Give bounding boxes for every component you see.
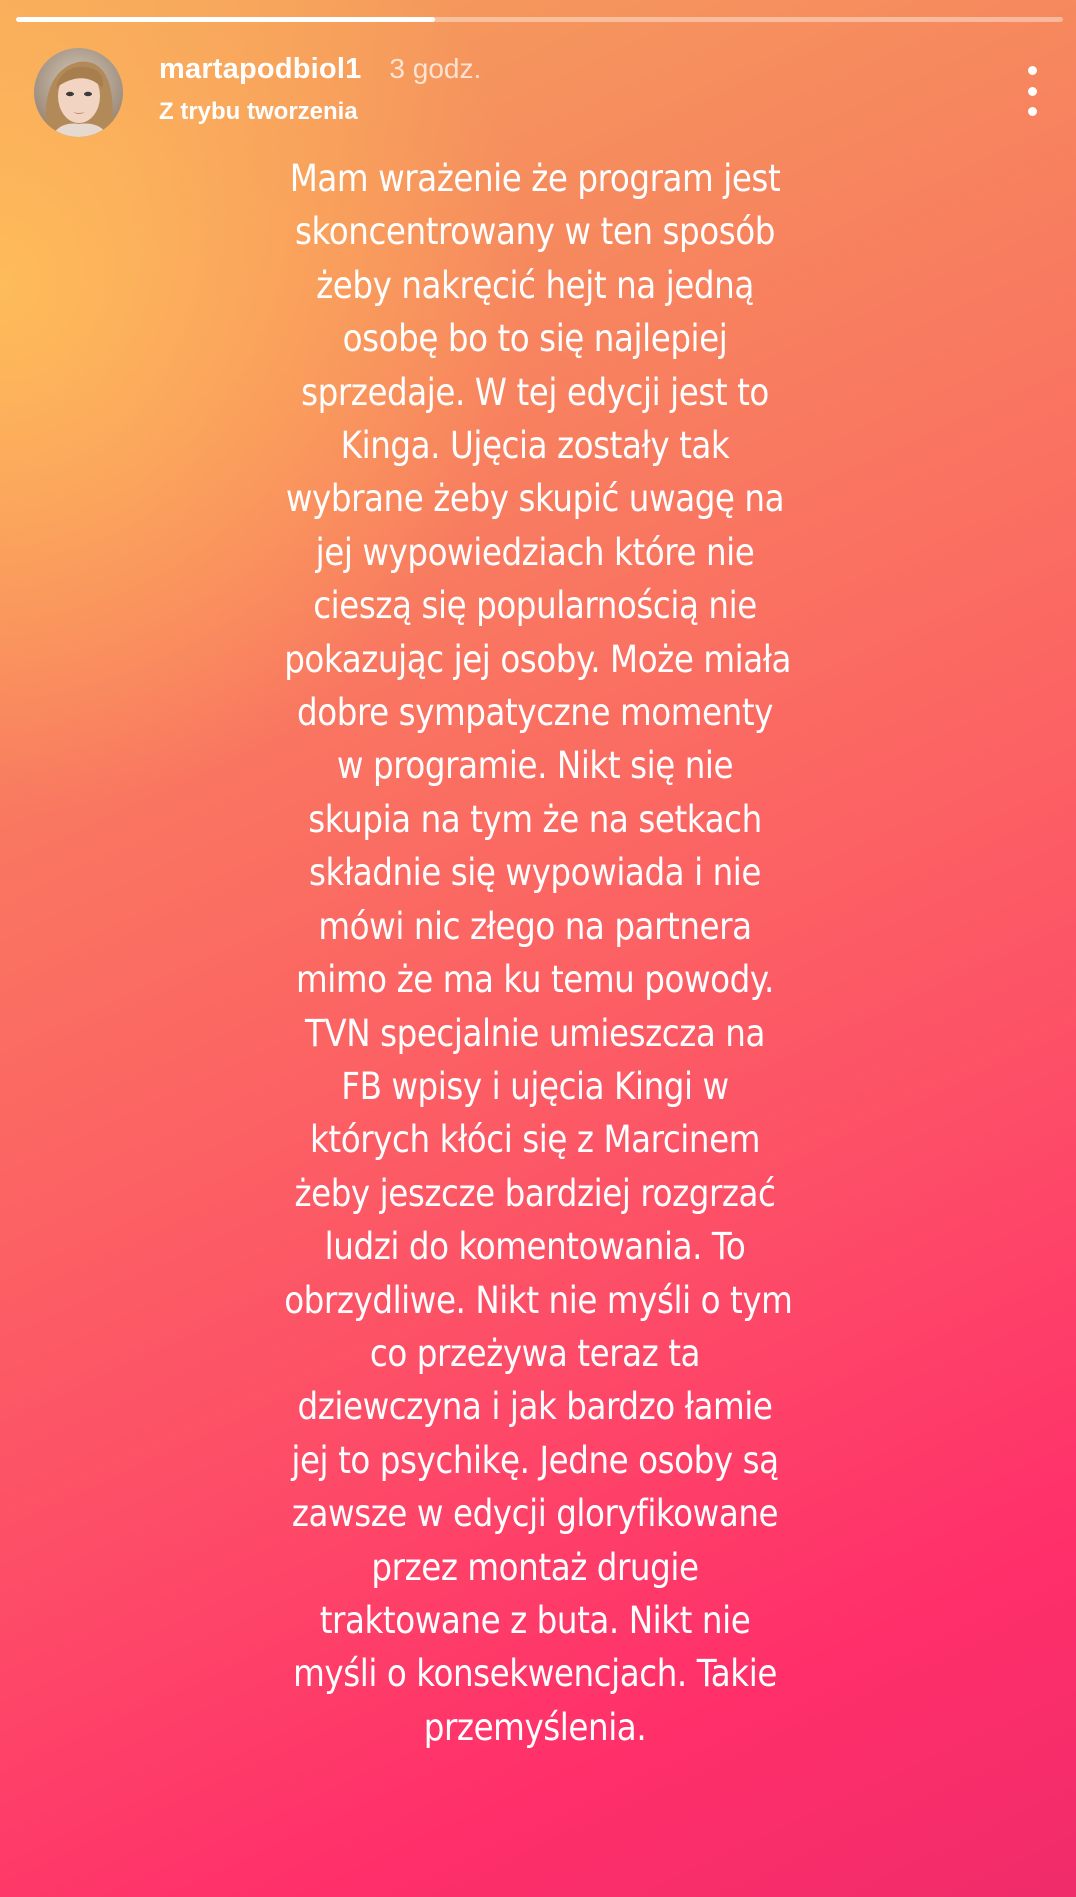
more-dot: [1028, 66, 1037, 75]
story-progress-bar: [16, 17, 1063, 22]
story-text-line: których kłóci się z Marcinem: [310, 1118, 760, 1162]
more-dot: [1028, 107, 1037, 116]
story-text-line: traktowane z buta. Nikt nie: [319, 1598, 751, 1642]
creation-mode-label[interactable]: Z trybu tworzenia: [159, 98, 358, 125]
story-text-line: mówi nic złego na partnera: [318, 904, 752, 948]
username[interactable]: martapodbiol1: [159, 53, 362, 85]
story-text-line: TVN specjalnie umieszcza na: [304, 1011, 766, 1055]
more-vertical-icon[interactable]: [1022, 66, 1042, 116]
user-line: [159, 53, 481, 86]
story-text-line: skoncentrowany w ten sposób: [295, 210, 775, 254]
more-dot: [1028, 87, 1037, 96]
story-text-line: dziewczyna i jak bardzo łamie: [297, 1385, 773, 1429]
story-text-line: myśli o konsekwencjach. Takie: [293, 1652, 777, 1696]
story-text-line: Kinga. Ujęcia zostały tak: [340, 424, 730, 468]
story-text-line: ludzi do komentowania. To: [324, 1225, 746, 1269]
story-header: [34, 48, 1046, 138]
story-text-line: przemyślenia.: [423, 1705, 647, 1749]
story-text-line: żeby jeszcze bardziej rozgrzać: [294, 1171, 776, 1215]
story-text-line: skupia na tym że na setkach: [308, 797, 762, 841]
story-text-line: dobre sympatyczne momenty: [297, 691, 773, 735]
story-text-line: jej wypowiedziach które nie: [315, 530, 755, 574]
story-text-line: w programie. Nikt się nie: [336, 744, 734, 788]
story-text-line: przez montaż drugie: [371, 1545, 699, 1589]
story-text-line: składnie się wypowiada i nie: [308, 851, 762, 895]
story-text-line: obrzydliwe. Nikt nie myśli o tym: [284, 1278, 793, 1322]
avatar[interactable]: [34, 48, 123, 137]
story-text-line: Mam wrażenie że program jest: [289, 157, 781, 200]
story-text-line: FB wpisy i ujęcia Kingi w: [341, 1064, 729, 1108]
avatar-photo: [34, 48, 123, 137]
story-progress-fill: [16, 17, 435, 22]
post-time: 3 godz.: [389, 53, 482, 84]
story-text-line: żeby nakręcić hejt na jedną: [316, 263, 754, 307]
story-text-line: co przeżywa teraz ta: [369, 1331, 701, 1375]
story-text-line: sprzedaje. W tej edycji jest to: [301, 370, 769, 414]
story-text-line: zawsze w edycji gloryfikowane: [291, 1492, 779, 1536]
story-text-line: cieszą się popularnością nie: [313, 584, 757, 628]
story-text-line: pokazując jej osoby. Może miała: [284, 637, 792, 681]
story-text-line: wybrane żeby skupić uwagę na: [285, 477, 785, 521]
story-text: [284, 152, 793, 1754]
story-text-line: osobę bo to się najlepiej: [342, 317, 728, 361]
story-text-line: mimo że ma ku temu powody.: [296, 958, 774, 1002]
story-text-line: jej to psychikę. Jedne osoby są: [291, 1438, 779, 1482]
